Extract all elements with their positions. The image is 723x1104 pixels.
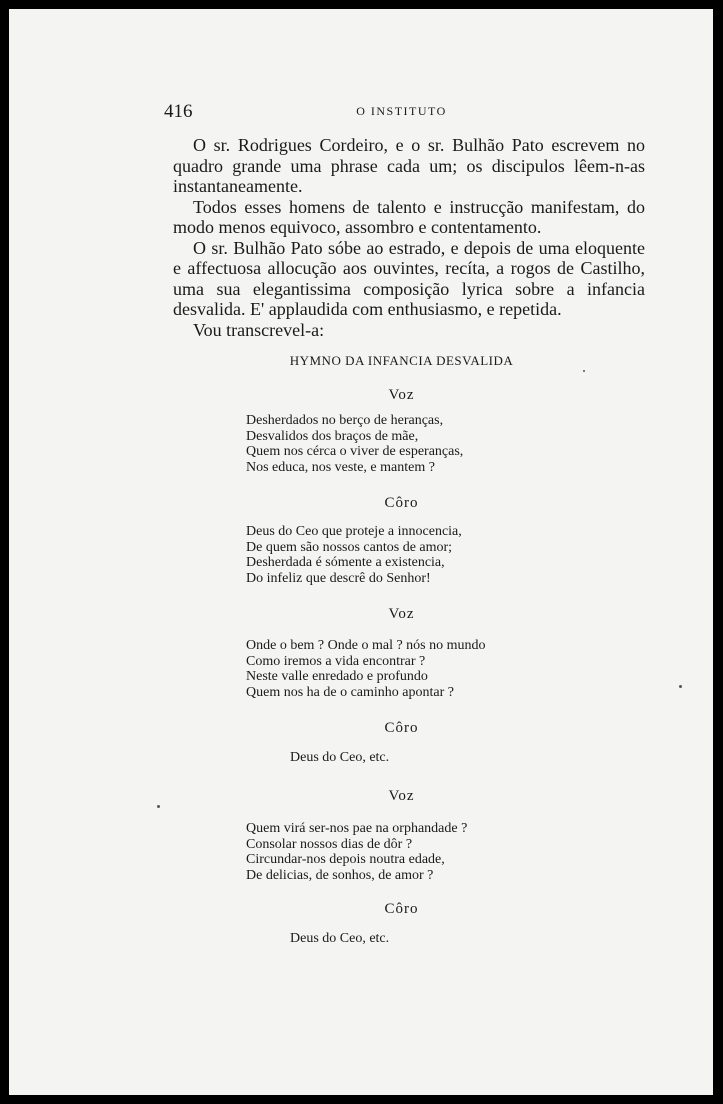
- verse-line: De quem são nossos cantos de amor;: [246, 539, 453, 555]
- ink-speck: [679, 685, 682, 688]
- page-number: 416: [164, 101, 193, 122]
- paragraph: O sr. Bulhão Pato sóbe ao estrado, e depois de uma eloquente e affectuosa allocução aos ouvintes, recíta, a rogos de Castilho, uma sua elegantissima composição lyrica sobre a infancia desvalida. E' applaudida com enthusiasmo, e repetida.: [173, 237, 645, 319]
- ink-speck: [583, 370, 585, 372]
- verse-line: Do infeliz que descrê do Senhor!: [246, 570, 431, 586]
- verse-line: De delicias, de sonhos, de amor ?: [246, 867, 434, 883]
- verse-line: Consolar nossos dias de dôr ?: [246, 836, 413, 852]
- verse-line: Desvalidos dos braços de mãe,: [246, 428, 419, 444]
- chorus: [246, 524, 566, 586]
- voz-label: Voz: [388, 606, 415, 622]
- stanza-2: [246, 638, 566, 700]
- voz-label: Voz: [388, 387, 415, 403]
- verse-line: Como iremos a vida encontrar ?: [246, 653, 426, 669]
- coro-label: Côro: [384, 901, 419, 917]
- paragraph: O sr. Rodrigues Cordeiro, e o sr. Bulhão Pato escrevem no quadro grande uma phrase cada um; os discipulos lêem-n-as instantaneamente.: [173, 135, 645, 196]
- verse-line: Quem nos ha de o caminho apontar ?: [246, 684, 454, 700]
- running-title: O INSTITUTO: [356, 104, 447, 118]
- stanza-1: [246, 413, 566, 475]
- verse-line: Onde o bem ? Onde o mal ? nós no mundo: [246, 638, 486, 653]
- ink-speck: [157, 805, 160, 808]
- stanza-3: [246, 821, 566, 883]
- verse-line: Desherdada é sómente a existencia,: [246, 555, 445, 571]
- verse-line: Nos educa, nos veste, e mantem ?: [246, 459, 435, 475]
- paragraph: Vou transcrevel-a:: [193, 319, 325, 340]
- book-page: [9, 9, 713, 1095]
- verse-line: Deus do Ceo que proteje a innocencia,: [246, 524, 462, 539]
- poem-title: HYMNO DA INFANCIA DESVALIDA: [289, 353, 514, 368]
- coro-label: Côro: [384, 495, 419, 511]
- chorus-reference: Deus do Ceo, etc.: [290, 750, 390, 765]
- page-header: [164, 101, 639, 121]
- verse-line: Neste valle enredado e profundo: [246, 669, 428, 685]
- verse-line: Desherdados no berço de heranças,: [246, 413, 444, 428]
- body-text: [173, 135, 645, 340]
- chorus-reference: Deus do Ceo, etc.: [290, 931, 390, 946]
- paragraph: Todos esses homens de talento e instrucção manifestam, do modo menos equivoco, assombro e contentamento.: [173, 196, 645, 237]
- verse-line: Quem virá ser-nos pae na orphandade ?: [246, 821, 468, 836]
- verse-line: Circundar-nos depois noutra edade,: [246, 852, 445, 868]
- coro-label: Côro: [384, 720, 419, 736]
- verse-line: Quem nos cérca o viver de esperanças,: [246, 444, 464, 460]
- voz-label: Voz: [388, 788, 415, 804]
